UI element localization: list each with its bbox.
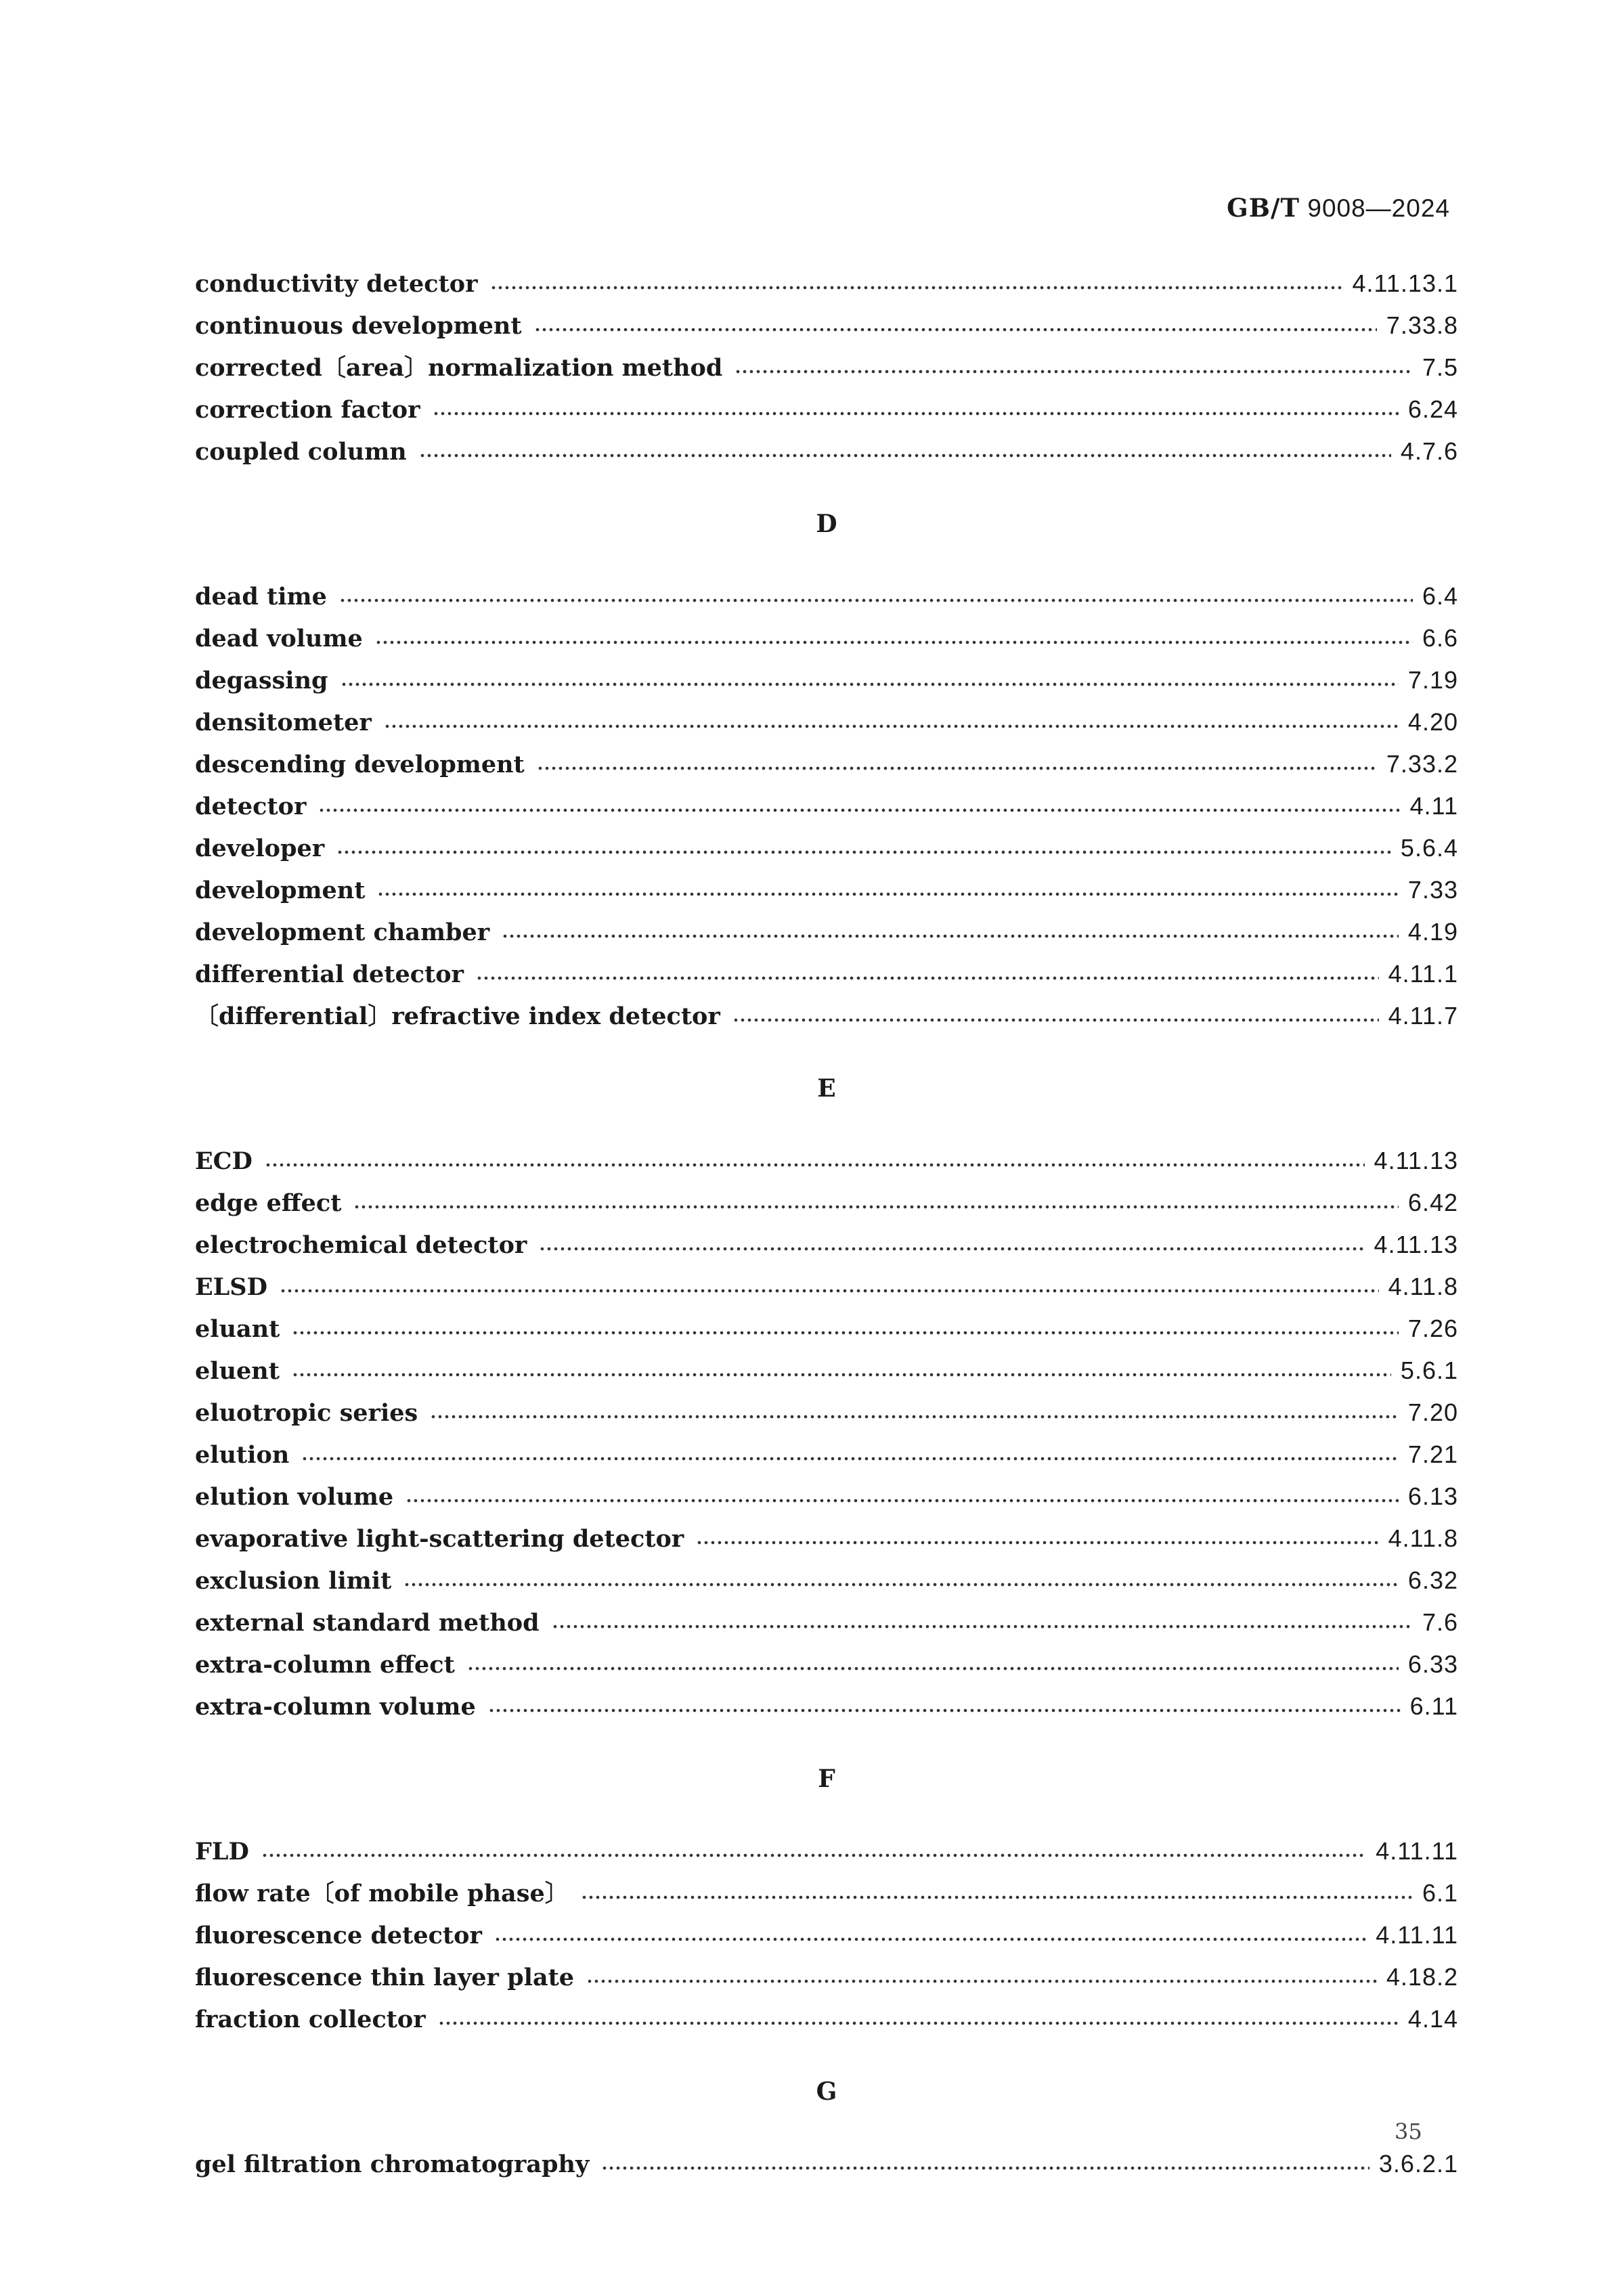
index-reference: 3.6.2.1 — [1378, 2150, 1458, 2178]
index-entry — [195, 1224, 1458, 1266]
section-letter: F — [818, 1765, 835, 1793]
index-reference: 7.5 — [1422, 353, 1458, 381]
index-reference: 4.11.7 — [1388, 1002, 1458, 1030]
index-entry — [195, 347, 1458, 389]
index-term: ECD — [195, 1147, 253, 1175]
index-term: conductivity detector — [195, 270, 478, 298]
standard-code: GB/T — [1227, 193, 1300, 223]
index-reference: 7.33.8 — [1386, 311, 1458, 339]
dot-leader — [601, 2163, 1369, 2173]
index-entry — [195, 1830, 1458, 1872]
dot-leader — [581, 1893, 1413, 1902]
index-term: electrochemical detector — [195, 1231, 527, 1259]
dot-leader — [261, 1851, 1366, 1860]
index-entry — [195, 785, 1458, 827]
index-reference: 4.19 — [1407, 918, 1458, 946]
index-entry — [195, 1392, 1458, 1434]
dot-leader — [430, 1412, 1399, 1421]
index-term: fluorescence thin layer plate — [195, 1964, 575, 1991]
index-reference: 4.14 — [1407, 2005, 1458, 2033]
index-entry — [195, 1643, 1458, 1685]
index-reference: 4.11.8 — [1388, 1273, 1458, 1300]
dot-leader — [292, 1328, 1399, 1338]
index-entry — [195, 1685, 1458, 1727]
dot-leader — [318, 805, 1400, 815]
index-term: FLD — [195, 1838, 249, 1866]
index-term: external standard method — [195, 1609, 540, 1637]
dot-leader — [377, 889, 1399, 899]
index-reference: 4.11.8 — [1388, 1524, 1458, 1552]
index-term: degassing — [195, 667, 328, 694]
index-reference: 6.11 — [1409, 1692, 1458, 1720]
dot-leader — [341, 680, 1399, 689]
index-reference: 7.6 — [1422, 1608, 1458, 1636]
index-list — [195, 263, 1458, 2185]
dot-leader — [336, 847, 1391, 857]
index-reference: 7.21 — [1407, 1440, 1458, 1468]
index-reference: 4.11.1 — [1388, 960, 1458, 988]
index-reference: 6.42 — [1407, 1189, 1458, 1216]
index-entry — [195, 995, 1458, 1037]
index-entry — [195, 1872, 1458, 1914]
index-entry — [195, 743, 1458, 785]
dot-leader — [494, 1935, 1366, 1944]
index-term: elution — [195, 1441, 290, 1469]
dot-leader — [488, 1706, 1401, 1715]
index-reference: 7.20 — [1407, 1398, 1458, 1426]
dot-leader — [586, 1977, 1377, 1986]
page-header — [1227, 193, 1450, 223]
dot-leader — [301, 1454, 1399, 1463]
page-number: 35 — [1395, 2119, 1422, 2144]
index-entry — [195, 2143, 1458, 2185]
index-entry — [195, 1266, 1458, 1308]
index-reference: 4.7.6 — [1400, 437, 1458, 465]
section-letter: E — [817, 1074, 836, 1103]
index-entry — [195, 1518, 1458, 1560]
index-reference: 6.33 — [1407, 1650, 1458, 1678]
index-term: ELSD — [195, 1273, 267, 1301]
dot-leader — [467, 1664, 1399, 1673]
index-reference: 7.33 — [1407, 876, 1458, 904]
index-reference: 5.6.4 — [1400, 834, 1458, 862]
index-term: extra-column effect — [195, 1651, 455, 1679]
dot-leader — [419, 451, 1391, 460]
section-letter: D — [816, 510, 837, 538]
index-term: eluant — [195, 1315, 280, 1343]
index-reference: 7.33.2 — [1386, 750, 1458, 778]
index-term: gel filtration chromatography — [195, 2150, 590, 2178]
index-term: extra-column volume — [195, 1693, 476, 1721]
index-entry — [195, 827, 1458, 869]
index-reference: 6.6 — [1422, 624, 1458, 652]
dot-leader — [353, 1202, 1399, 1212]
index-term: exclusion limit — [195, 1567, 392, 1595]
index-term: eluotropic series — [195, 1399, 418, 1427]
standard-number: 9008—2024 — [1307, 194, 1450, 222]
index-reference: 7.26 — [1407, 1315, 1458, 1342]
index-term: corrected〔area〕normalization method — [195, 354, 723, 382]
index-term: descending development — [195, 751, 525, 778]
index-reference: 6.24 — [1407, 395, 1458, 423]
index-entry — [195, 1956, 1458, 1998]
index-entry — [195, 869, 1458, 911]
index-term: detector — [195, 793, 307, 820]
dot-leader — [476, 973, 1379, 983]
index-entry — [195, 617, 1458, 659]
index-term: 〔differential〕refractive index detector — [195, 1002, 720, 1030]
dot-leader — [280, 1286, 1379, 1296]
dot-leader — [438, 2018, 1399, 2028]
index-entry — [195, 1140, 1458, 1182]
index-entry — [195, 1308, 1458, 1350]
dot-leader — [406, 1496, 1399, 1505]
index-reference: 6.32 — [1407, 1566, 1458, 1594]
dot-leader — [339, 596, 1413, 605]
index-entry — [195, 1434, 1458, 1476]
dot-leader — [384, 722, 1399, 731]
index-entry — [195, 659, 1458, 701]
index-entry — [195, 1182, 1458, 1224]
dot-leader — [433, 409, 1399, 418]
index-term: developer — [195, 835, 325, 862]
index-entry — [195, 1998, 1458, 2040]
index-reference: 4.11 — [1409, 792, 1458, 820]
dot-leader — [732, 1015, 1379, 1025]
index-entry — [195, 953, 1458, 995]
dot-leader — [403, 1580, 1399, 1589]
index-term: elution volume — [195, 1483, 394, 1511]
index-term: development — [195, 877, 366, 904]
index-entry — [195, 263, 1458, 305]
index-entry — [195, 1914, 1458, 1956]
index-term: edge effect — [195, 1189, 342, 1217]
index-reference: 5.6.1 — [1400, 1356, 1458, 1384]
index-entry — [195, 701, 1458, 743]
index-term: fraction collector — [195, 2006, 426, 2033]
index-reference: 4.18.2 — [1386, 1963, 1458, 1991]
index-term: continuous development — [195, 312, 522, 340]
index-term: differential detector — [195, 961, 464, 988]
index-entry — [195, 430, 1458, 472]
index-entry — [195, 575, 1458, 617]
index-term: fluorescence detector — [195, 1922, 482, 1949]
index-term: dead time — [195, 583, 327, 611]
index-reference: 4.11.11 — [1376, 1921, 1458, 1949]
index-term: development chamber — [195, 919, 490, 946]
index-reference: 6.4 — [1422, 582, 1458, 610]
dot-leader — [696, 1538, 1378, 1547]
index-entry — [195, 1476, 1458, 1518]
dot-leader — [265, 1160, 1365, 1170]
dot-leader — [292, 1370, 1391, 1379]
dot-leader — [502, 931, 1399, 941]
dot-leader — [534, 325, 1377, 334]
index-entry — [195, 911, 1458, 953]
dot-leader — [552, 1622, 1413, 1631]
index-term: correction factor — [195, 396, 420, 424]
dot-leader — [735, 367, 1413, 376]
index-term: flow rate〔of mobile phase〕 — [195, 1880, 569, 1907]
index-reference: 4.11.11 — [1376, 1837, 1458, 1865]
dot-leader — [537, 764, 1377, 773]
index-entry — [195, 1560, 1458, 1602]
index-entry — [195, 305, 1458, 347]
index-term: coupled column — [195, 438, 407, 466]
index-entry — [195, 1602, 1458, 1643]
index-reference: 4.11.13 — [1374, 1231, 1458, 1258]
index-reference: 4.11.13.1 — [1352, 269, 1458, 297]
index-term: evaporative light-scattering detector — [195, 1525, 684, 1553]
index-entry — [195, 389, 1458, 430]
section-letter: G — [816, 2077, 837, 2106]
dot-leader — [539, 1244, 1364, 1254]
index-reference: 6.13 — [1407, 1482, 1458, 1510]
index-reference: 7.19 — [1407, 666, 1458, 694]
index-reference: 4.20 — [1407, 708, 1458, 736]
index-entry — [195, 1350, 1458, 1392]
dot-leader — [490, 283, 1343, 292]
index-term: dead volume — [195, 625, 363, 653]
index-term: eluent — [195, 1357, 280, 1385]
index-reference: 6.1 — [1422, 1879, 1458, 1907]
index-term: densitometer — [195, 709, 372, 736]
dot-leader — [375, 638, 1413, 647]
index-reference: 4.11.13 — [1374, 1147, 1458, 1174]
